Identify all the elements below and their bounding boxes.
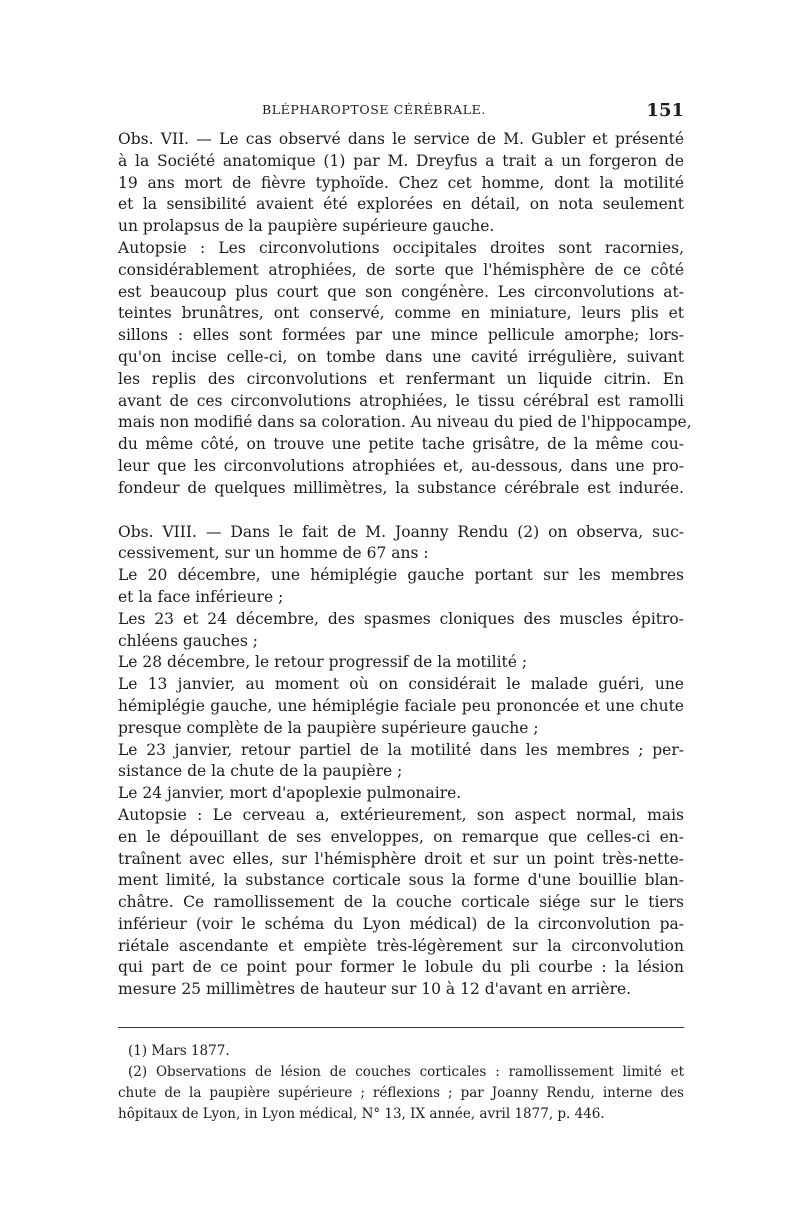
- text-line: Le 13 janvier, au moment où on considérait le malade guéri, une: [118, 675, 684, 694]
- text-line: teintes brunâtres, ont conservé, comme en miniature, leurs plis et: [118, 304, 684, 323]
- text-line: en le dépouillant de ses enveloppes, on remarque que celles-ci en-: [118, 827, 684, 846]
- footnote-2-cont: hôpitaux de Lyon, in Lyon médical, N° 13, IX année, avril 1877, p. 446.: [118, 1106, 605, 1122]
- text-line: mais non modifié dans sa coloration. Au niveau du pied de l'hippocampe,: [118, 413, 692, 432]
- text-line: sillons : elles sont formées par une mince pellicule amorphe; lors-: [118, 326, 684, 345]
- text-line: est beaucoup plus court que son congénère. Les circonvolutions at-: [118, 282, 684, 301]
- text-line: Le 20 décembre, une hémiplégie gauche portant sur les membres: [118, 566, 684, 585]
- footnote-divider: [118, 1027, 684, 1028]
- paragraph-gap: [118, 500, 684, 522]
- text-line: châtre. Ce ramollissement de la couche corticale siége sur le tiers: [118, 893, 684, 912]
- text-line: et la sensibilité avaient été explorées en détail, on nota seulement: [118, 195, 684, 214]
- text-line: Le 28 décembre, le retour progressif de la motilité ;: [118, 653, 528, 672]
- text-line: Autopsie : Les circonvolutions occipitales droites sont racornies,: [118, 238, 684, 257]
- text-line: ment limité, la substance corticale sous la forme d'une bouillie blan-: [118, 871, 684, 890]
- page-number: 151: [646, 100, 684, 121]
- footnotes: [118, 1041, 684, 1125]
- text-line: et la face inférieure ;: [118, 587, 284, 606]
- observation-vii: [118, 129, 692, 500]
- footnote-2: (2) Observations de lésion de couches corticales : ramollissement limité et: [128, 1064, 684, 1080]
- text-line: chléens gauches ;: [118, 631, 258, 650]
- text-line: leur que les circonvolutions atrophiées et, au-dessous, dans une pro-: [118, 456, 684, 475]
- text-line: à la Société anatomique (1) par M. Dreyfus a trait a un forgeron de: [118, 151, 684, 170]
- text-line: mesure 25 millimètres de hauteur sur 10 à 12 d'avant en arrière.: [118, 980, 632, 999]
- text-line: Les 23 et 24 décembre, des spasmes cloniques des muscles épitro-: [118, 609, 684, 628]
- text-line: considérablement atrophiées, de sorte que l'hémisphère de ce côté: [118, 260, 684, 279]
- running-head: [118, 100, 684, 122]
- observation-viii: [118, 522, 684, 1002]
- text-line: presque complète de la paupière supérieure gauche ;: [118, 718, 539, 737]
- text-line: 19 ans mort de fièvre typhoïde. Chez cet homme, dont la motilité: [118, 173, 684, 192]
- footnote-1: (1) Mars 1877.: [128, 1043, 230, 1059]
- text-line: qui part de ce point pour former le lobule du pli courbe : la lésion: [118, 958, 684, 977]
- text-line: Autopsie : Le cerveau a, extérieurement, son aspect normal, mais: [118, 805, 684, 824]
- text-line: du même côté, on trouve une petite tache grisâtre, de la même cou-: [118, 435, 684, 454]
- text-line: Le 24 janvier, mort d'apoplexie pulmonaire.: [118, 784, 462, 803]
- text-line: Obs. VII. — Le cas observé dans le service de M. Gubler et présenté: [118, 130, 684, 148]
- footnote-2-cont: chute de la paupière supérieure ; réflexions ; par Joanny Rendu, interne des: [118, 1085, 684, 1101]
- text-line: un prolapsus de la paupière supérieure gauche.: [118, 217, 495, 236]
- text-line: fondeur de quelques millimètres, la substance cérébrale est indurée.: [118, 478, 684, 497]
- running-title: BLÉPHAROPTOSE CÉRÉBRALE.: [262, 102, 486, 117]
- text-line: riétale ascendante et empiète très-légèrement sur la circonvolution: [118, 936, 684, 955]
- text-line: inférieur (voir le schéma du Lyon médical) de la circonvolution pa-: [118, 914, 684, 933]
- text-line: avant de ces circonvolutions atrophiées, le tissu cérébral est ramolli: [118, 391, 684, 410]
- text-line: traînent avec elles, sur l'hémisphère droit et sur un point très-nette-: [118, 849, 684, 868]
- text-line: les replis des circonvolutions et renfermant un liquide citrin. En: [118, 369, 684, 388]
- text-line: hémiplégie gauche, une hémiplégie faciale peu prononcée et une chute: [118, 696, 684, 715]
- text-line: qu'on incise celle-ci, on tombe dans une cavité irrégulière, suivant: [118, 347, 684, 366]
- text-line: Le 23 janvier, retour partiel de la motilité dans les membres ; per-: [118, 740, 684, 759]
- text-line: sistance de la chute de la paupière ;: [118, 762, 403, 781]
- text-line: Obs. VIII. — Dans le fait de M. Joanny Rendu (2) on observa, suc-: [118, 522, 684, 541]
- text-line: cessivement, sur un homme de 67 ans :: [118, 544, 429, 563]
- body-text: [118, 129, 692, 1001]
